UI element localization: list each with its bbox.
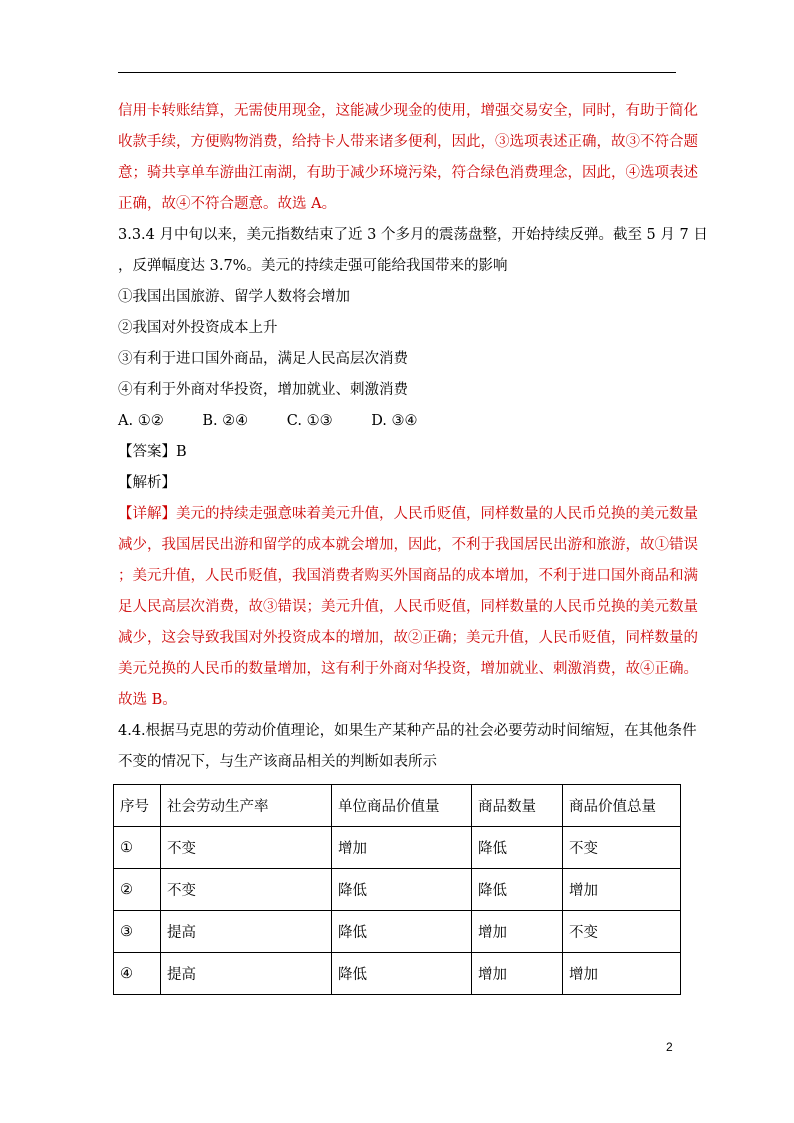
text-line: 信用卡转账结算，无需使用现金，这能减少现金的使用，增强交易安全，同时，有助于简化 xyxy=(118,103,698,119)
text-line: 美元兑换的人民币的数量增加，这有利于外商对华投资，增加就业、刺激消费，故④正确。 xyxy=(118,661,698,677)
page-number: 2 xyxy=(666,1040,673,1054)
table-header-cell: 序号 xyxy=(114,785,161,827)
question-3 xyxy=(118,220,708,716)
table-header-cell: 单位商品价值量 xyxy=(332,785,472,827)
question-4 xyxy=(118,716,697,778)
text-line: 减少，这会导致我国对外投资成本的增加，故②正确；美元升值，人民币贬值，同样数量的 xyxy=(118,630,698,646)
option-d: D. ③④ xyxy=(371,413,418,429)
question-stem-line: 4.4.根据马克思的劳动价值理论，如果生产某种产品的社会必要劳动时间缩短，在其他条件 xyxy=(118,723,697,739)
q2-analysis-continuation xyxy=(118,96,698,220)
text-line: 意；骑共享单车游曲江南湖，有助于减少环境污染，符合绿色消费理念，因此，④选项表述 xyxy=(118,165,698,181)
option-a: A. ①② xyxy=(118,413,164,429)
header-rule xyxy=(118,72,676,73)
table-cell: 不变 xyxy=(161,869,332,911)
table-row xyxy=(114,953,681,995)
option-b: B. ②④ xyxy=(202,413,249,429)
table-cell: 提高 xyxy=(161,953,332,995)
table-cell: 增加 xyxy=(472,953,563,995)
option-c: C. ①③ xyxy=(286,413,333,429)
table-cell: 降低 xyxy=(472,869,563,911)
page-content xyxy=(118,96,708,778)
table-cell: ④ xyxy=(114,953,161,995)
text-line: 【详解】美元的持续走强意味着美元升值，人民币贬值，同样数量的人民币兑换的美元数量 xyxy=(118,506,698,522)
analysis-detail xyxy=(118,499,698,716)
text-line: 减少，我国居民出游和留学的成本就会增加，因此，不利于我国居民出游和旅游，故①错误 xyxy=(118,537,698,553)
statement-item: ③有利于进口国外商品，满足人民高层次消费 xyxy=(118,351,408,367)
analysis-label: 【解析】 xyxy=(118,475,176,491)
question-stem-line: 不变的情况下，与生产该商品相关的判断如表所示 xyxy=(118,754,437,770)
table-cell: 降低 xyxy=(332,911,472,953)
table-cell: 增加 xyxy=(332,827,472,869)
question-stem-line: ，反弹幅度达 3.7%。美元的持续走强可能给我国带来的影响 xyxy=(118,258,508,274)
table-cell: 降低 xyxy=(472,827,563,869)
table-row xyxy=(114,869,681,911)
answer-label: 【答案】B xyxy=(118,444,187,460)
text-line: 收款手续，方便购物消费，给持卡人带来诸多便利，因此，③选项表述正确，故③不符合题 xyxy=(118,134,698,150)
table-cell: 增加 xyxy=(472,911,563,953)
table-header-row xyxy=(114,785,681,827)
statement-item: ①我国出国旅游、留学人数将会增加 xyxy=(118,289,350,305)
table-cell: 降低 xyxy=(332,869,472,911)
table-header-cell: 商品数量 xyxy=(472,785,563,827)
answer-options xyxy=(118,406,678,437)
judgement-table xyxy=(113,784,681,995)
text-line: ；美元升值，人民币贬值，我国消费者购买外国商品的成本增加，不利于进口国外商品和满 xyxy=(118,568,698,584)
text-line: 足人民高层次消费，故③错误；美元升值，人民币贬值，同样数量的人民币兑换的美元数量 xyxy=(118,599,698,615)
text-line: 故选 B。 xyxy=(118,692,177,708)
statement-item: ④有利于外商对华投资，增加就业、刺激消费 xyxy=(118,382,408,398)
question-stem-line: 3.3.4 月中旬以来，美元指数结束了近 3 个多月的震荡盘整，开始持续反弹。截至 5 月 7 日 xyxy=(118,227,708,243)
table-header-cell: 商品价值总量 xyxy=(563,785,681,827)
table-cell: ③ xyxy=(114,911,161,953)
table-cell: 不变 xyxy=(563,911,681,953)
table-cell: 降低 xyxy=(332,953,472,995)
table-row xyxy=(114,827,681,869)
table-cell: 提高 xyxy=(161,911,332,953)
table-cell: ② xyxy=(114,869,161,911)
statement-item: ②我国对外投资成本上升 xyxy=(118,320,278,336)
table-cell: 增加 xyxy=(563,869,681,911)
text-line: 正确，故④不符合题意。故选 A。 xyxy=(118,196,337,212)
table-header-cell: 社会劳动生产率 xyxy=(161,785,332,827)
table-cell: 不变 xyxy=(161,827,332,869)
table-cell: 不变 xyxy=(563,827,681,869)
table-cell: ① xyxy=(114,827,161,869)
table-cell: 增加 xyxy=(563,953,681,995)
table-row xyxy=(114,911,681,953)
